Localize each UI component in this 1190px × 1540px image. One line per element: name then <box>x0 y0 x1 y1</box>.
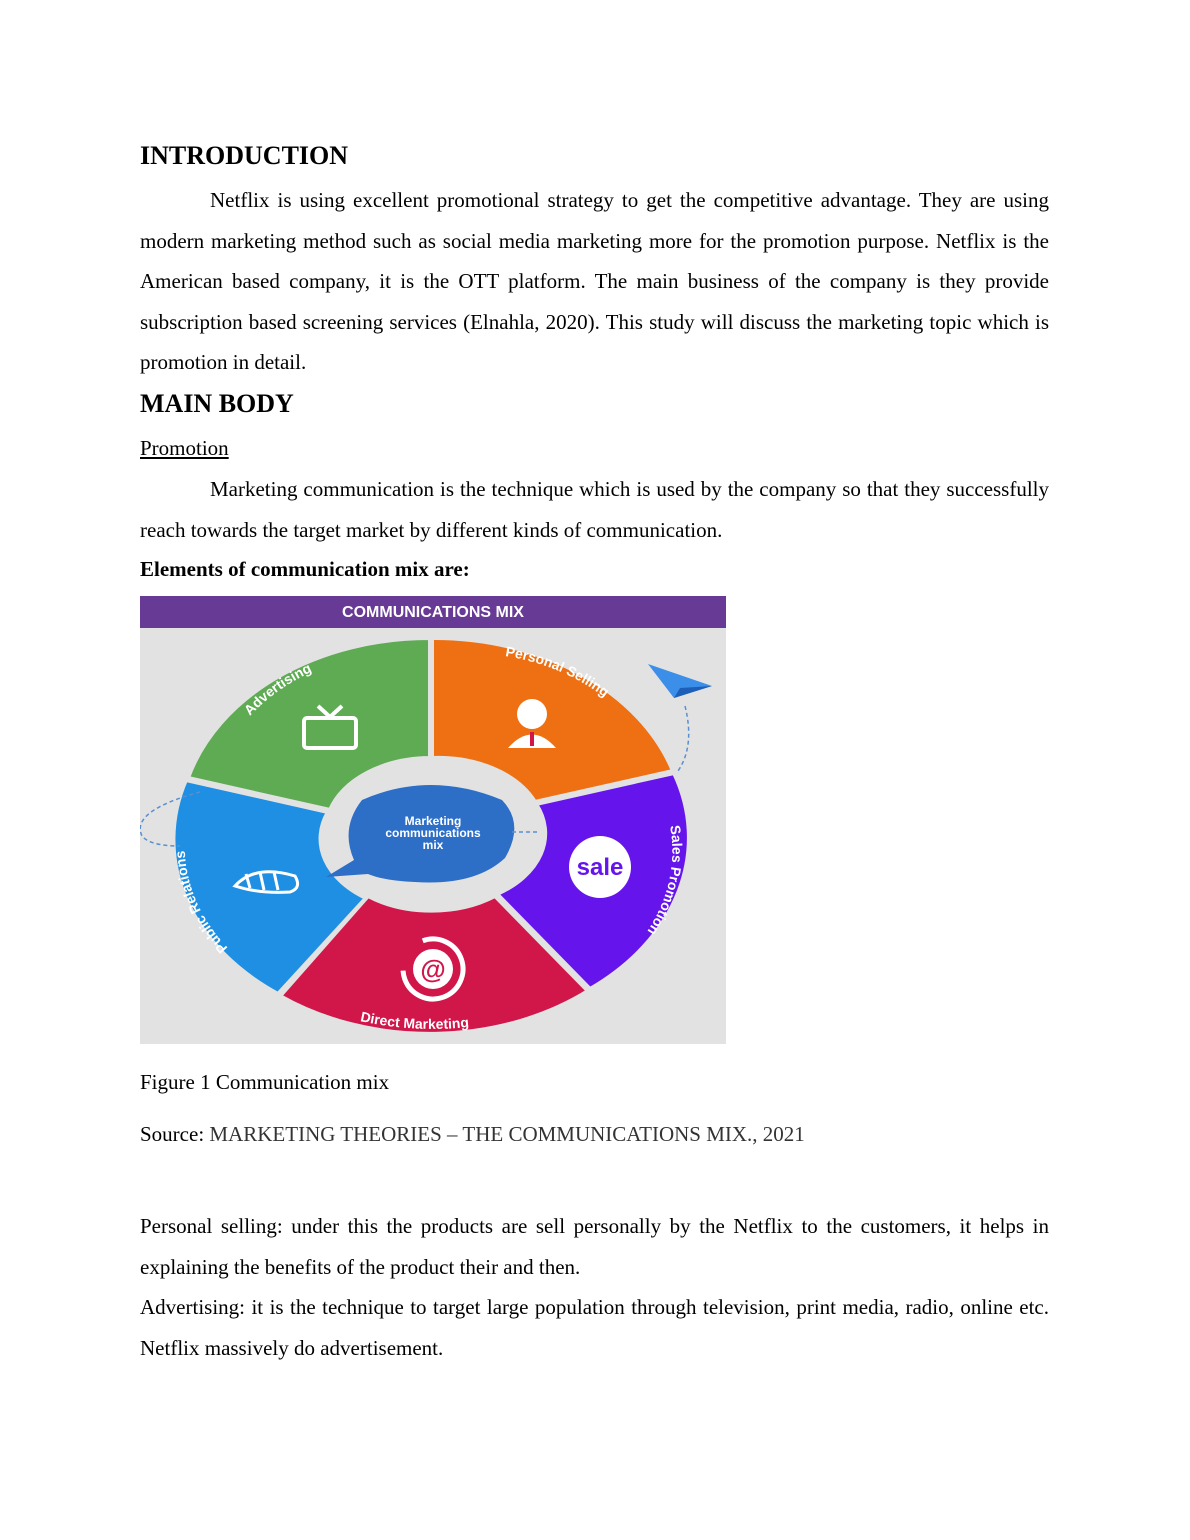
center-line-2: communications <box>385 826 481 840</box>
svg-text:@: @ <box>420 954 446 984</box>
main-body-heading: MAIN BODY <box>140 389 294 418</box>
advertising-paragraph: Advertising: it is the technique to target large population through television, print media, radio, online etc. Netflix massively do advertisement. <box>140 1295 1049 1360</box>
intro-heading: INTRODUCTION <box>140 141 349 170</box>
promotion-subheading: Promotion <box>140 436 229 460</box>
source-title: MARKETING THEORIES – THE COMMUNICATIONS MIX., 2021 <box>209 1122 805 1146</box>
figure-caption: Figure 1 Communication mix <box>140 1070 390 1094</box>
center-line-1: Marketing <box>404 814 462 828</box>
sale-badge-icon <box>569 836 631 898</box>
label-personal-selling: Personal Selling <box>504 643 613 700</box>
label-sales-promotion: Sales Promotion <box>644 824 686 939</box>
label-public-relations: Public Relations <box>171 850 231 957</box>
label-advertising: Advertising <box>240 659 314 719</box>
intro-paragraph: Netflix is using excellent promotional strategy to get the competitive advantage. They are using modern marketing method such as social media marketing more for the promotion purpose. Netflix is the American based company, it is the OTT platform. The main business of the company is they provide subscription based screening services (Elnahla, 2020). This study will discuss the marketing topic which is promotion in detail. <box>140 188 1049 374</box>
communications-mix-figure <box>140 596 726 1044</box>
figure-banner-title: COMMUNICATIONS MIX <box>342 604 524 621</box>
svg-text:sale: sale <box>576 854 624 881</box>
label-direct-marketing: Direct Marketing <box>359 1008 470 1032</box>
center-line-3: mix <box>422 838 444 852</box>
personal-selling-paragraph: Personal selling: under this the products are sell personally by the Netflix to the customers, it helps in explaining the benefits of the product their and then. <box>140 1214 1049 1279</box>
figure-source <box>140 1120 805 1148</box>
elements-heading: Elements of communication mix are: <box>140 557 470 581</box>
promotion-paragraph: Marketing communication is the technique which is used by the company so that they successfully reach towards the target market by different kinds of communication. <box>140 477 1049 542</box>
source-label: Source: <box>140 1122 210 1146</box>
